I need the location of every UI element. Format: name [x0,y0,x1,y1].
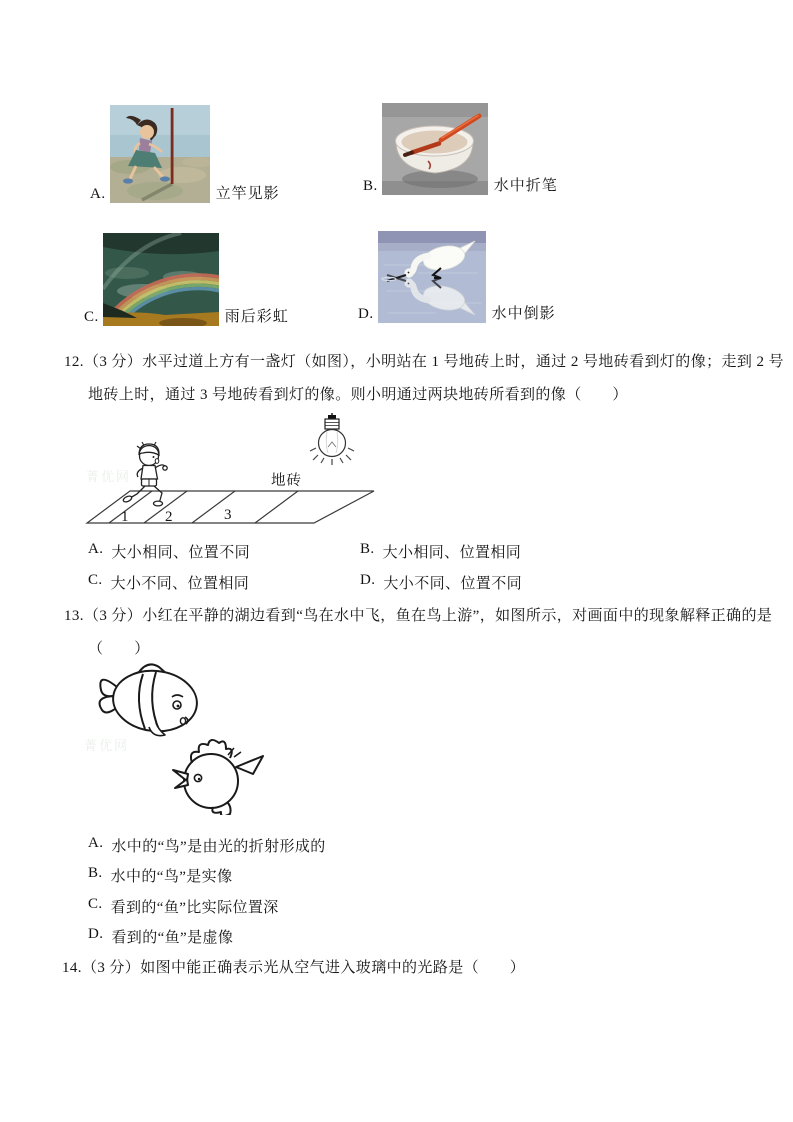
question-12-diagram [85,413,385,528]
question-13-figure [93,660,268,815]
q13-option-b-text: 水中的“鸟”是实像 [110,869,233,886]
figure-option-b-caption: 水中折笔 [493,178,558,194]
question-13-line-2: （ ） [88,641,150,657]
q13-option-b [88,865,326,886]
figure-option-a-label: A. [90,186,106,202]
q13-option-d-label: D. [88,926,104,943]
bird-drawing [173,740,263,815]
bent-pen-in-water-photo [382,103,488,195]
q13-option-a [88,835,326,856]
q12-option-c-text: 大小不同、位置相同 [110,576,250,592]
q12-option-d-label: D. [360,572,376,588]
question-13 [64,606,773,659]
floor-label: 地砖 [271,473,302,489]
tile-number-1: 1 [121,509,129,525]
q13-option-d [88,926,326,947]
q12-option-a-text: 大小相同、位置不同 [111,545,250,561]
q13-option-a-text: 水中的“鸟”是由光的折射形成的 [111,839,326,855]
q12-option-c [88,572,360,593]
q13-option-c-label: C. [88,895,103,912]
figure-option-b-label: B. [363,178,378,194]
figure-option-a [90,105,280,203]
light-bulb-icon [310,413,354,465]
egret-reflection-photo [378,231,486,323]
q12-option-c-label: C. [88,572,103,588]
question-14-line-1: 14.（3 分）如图中能正确表示光从空气进入玻璃中的光路是（ ） [62,960,526,976]
question-12 [64,352,784,405]
q13-option-a-label: A. [88,835,104,851]
question-14 [62,958,762,978]
figure-option-d [358,231,556,323]
tile-number-2: 2 [165,509,173,525]
q12-option-d-text: 大小不同、位置不同 [383,576,522,592]
question-13-line-1: 13.（3 分）小红在平静的湖边看到“鸟在水中飞，鱼在鸟上游”，如图所示，对画面中的现象解释正确的是 [64,608,773,624]
watermark-text-2: 菁优网 [84,738,130,753]
fish-drawing [100,664,200,735]
q12-option-b [360,541,522,562]
figure-option-c-label: C. [84,309,99,325]
q13-option-d-text: 看到的“鱼”是虚像 [111,930,234,947]
q13-option-c [88,896,326,917]
figure-option-a-caption: 立竿见影 [215,186,280,202]
tile-number-3: 3 [224,507,232,523]
q12-option-a-label: A. [88,541,104,557]
figure-option-d-caption: 水中倒影 [491,306,556,322]
rainbow-photo [103,233,219,326]
figure-option-c-caption: 雨后彩虹 [224,309,289,325]
watermark-text: 菁优网 [86,469,132,484]
figure-option-b [363,103,558,195]
question-13-options [88,835,326,957]
q12-option-b-label: B. [360,541,375,557]
figure-option-d-label: D. [358,306,374,322]
q12-option-b-text: 大小相同、位置相同 [382,545,522,561]
question-12-line-2: 地砖上时，通过 3 号地砖看到灯的像。则小明通过两块地砖所看到的像（ ） [88,387,628,403]
pole-shadow-photo [110,105,210,203]
question-12-line-1: 12.（3 分）水平过道上方有一盏灯（如图），小明站在 1 号地砖上时，通过 2 号地砖看到灯的像；走到 2 号 [64,354,784,370]
q12-option-a [88,541,360,562]
q13-option-c-text: 看到的“鱼”比实际位置深 [110,899,279,916]
q13-option-b-label: B. [88,865,103,882]
q12-option-d [360,572,522,593]
figure-option-c [84,233,289,326]
question-12-options [88,541,522,603]
